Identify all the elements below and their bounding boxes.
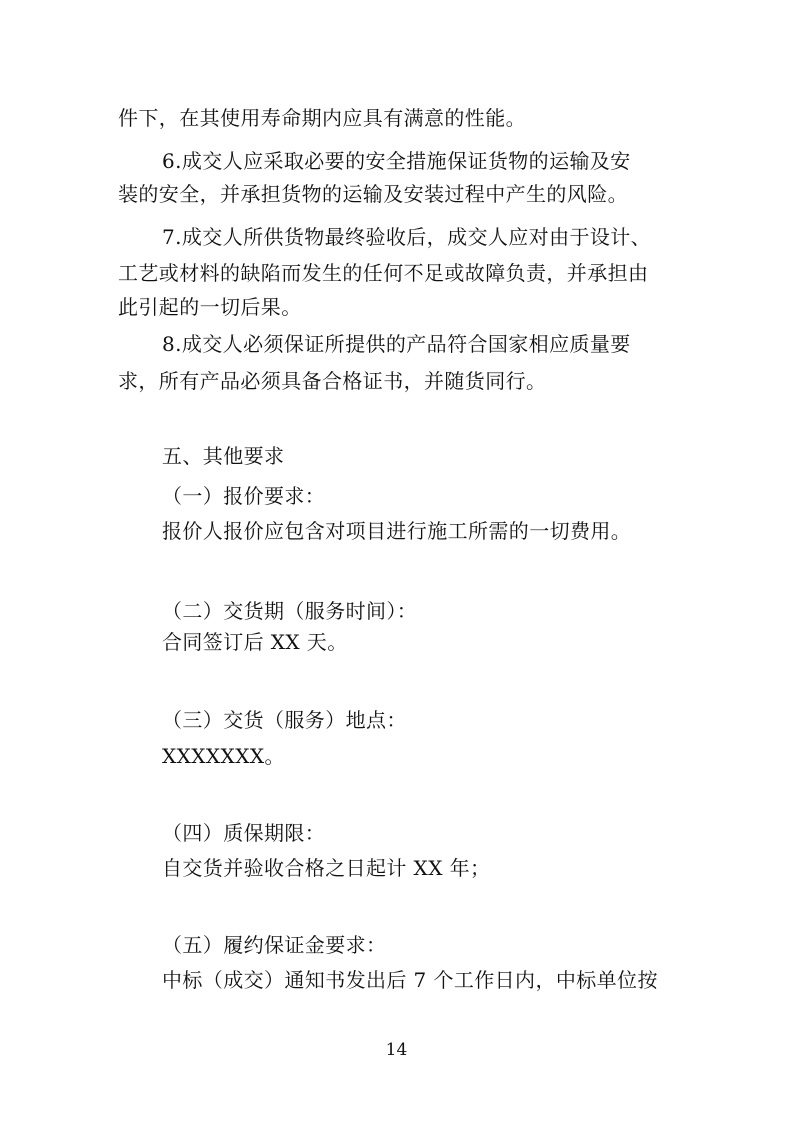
text-line-1: 件下，在其使用寿命期内应具有满意的性能。 [118, 106, 526, 130]
page-number: 14 [385, 1040, 408, 1060]
text-line-3: 装的安全，并承担货物的运输及安装过程中产生的风险。 [118, 182, 628, 206]
text-line-warranty: 自交货并验收合格之日起计 XX 年； [162, 856, 491, 880]
section-heading-other-requirements: 五、其他要求 [162, 444, 285, 468]
subsection-heading-quote: （一）报价要求： [162, 484, 326, 508]
text-line-performance-bond: 中标（成交）通知书发出后 7 个工作日内，中标单位按 [162, 968, 658, 992]
text-line-delivery-period: 合同签订后 XX 天。 [162, 630, 348, 654]
text-line-delivery-location: XXXXXXX。 [162, 744, 285, 768]
text-line-5: 工艺或材料的缺陷而发生的任何不足或故障负责，并承担由 [118, 261, 649, 285]
text-line-8: 求，所有产品必须具备合格证书，并随货同行。 [118, 369, 547, 393]
subsection-heading-delivery-period: （二）交货期（服务时间）： [162, 599, 418, 623]
text-line-quote: 报价人报价应包含对项目进行施工所需的一切费用。 [162, 519, 632, 543]
text-line-6: 此引起的一切后果。 [118, 295, 302, 319]
text-line-4: 7.成交人所供货物最终验收后，成交人应对由于设计、 [162, 225, 652, 249]
subsection-heading-warranty: （四）质保期限： [162, 821, 326, 845]
text-line-7: 8.成交人必须保证所提供的产品符合国家相应质量要 [162, 332, 631, 356]
text-line-2: 6.成交人应采取必要的安全措施保证货物的运输及安 [162, 149, 631, 173]
subsection-heading-performance-bond: （五）履约保证金要求： [162, 933, 387, 957]
subsection-heading-delivery-location: （三）交货（服务）地点： [162, 708, 407, 732]
